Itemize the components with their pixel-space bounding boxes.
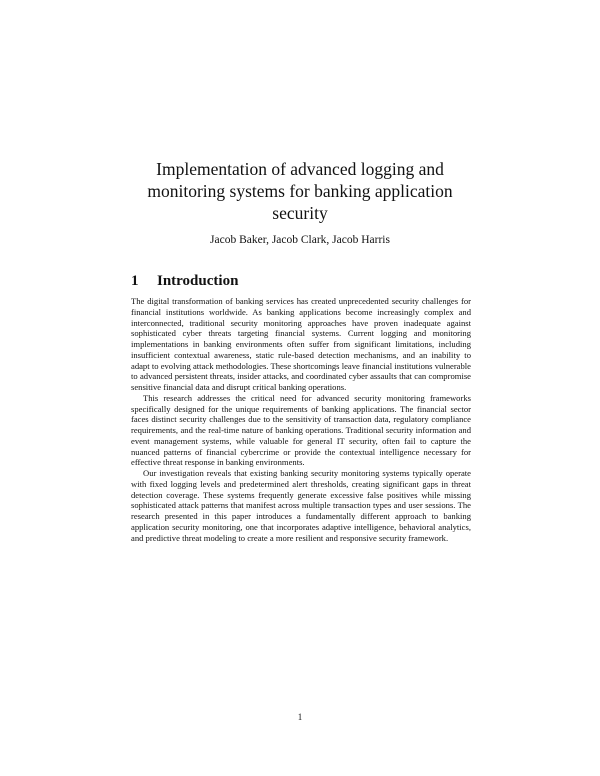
paragraph: Our investigation reveals that existing banking security monitoring systems typically operate with fixed logging levels and predetermined alert thresholds, creating significant gaps in threat detection coverage. These systems frequently generate excessive false positives while missing sophisticated attack patterns that manifest across multiple transaction types and user sessions. The research presented in this paper introduces a fundamentally different approach to banking application security monitoring, one that incorporates adaptive intelligence, behavioral analytics, and predictive threat modeling to create a more resilient and responsive security framework. [131, 468, 471, 543]
section-heading-introduction [131, 272, 238, 290]
paragraph: This research addresses the critical need for advanced security monitoring frameworks specifically designed for the unique requirements of banking applications. The financial sector faces distinct security challenges due to the sensitivity of transaction data, regulatory compliance requirements, and the real-time nature of banking operations. Traditional security information and event management systems, while valuable for general IT security, often fail to capture the nuanced patterns of financial cybercrime or provide the contextual intelligence necessary for effective threat response in banking environments. [131, 392, 471, 468]
section-number: 1 [131, 273, 139, 289]
section-body-introduction [131, 296, 471, 543]
paper-authors: Jacob Baker, Jacob Clark, Jacob Harris [210, 234, 390, 246]
section-title: Introduction [157, 273, 239, 289]
paragraph: The digital transformation of banking services has created unprecedented security challenges for financial institutions worldwide. As banking applications become increasingly complex and interconnected, traditional security monitoring approaches have proven inadequate against sophisticated cyber threats targeting financial systems. Current logging and monitoring implementations in banking environments often suffer from significant limitations, including insufficient contextual awareness, static rule-based detection mechanisms, and an inability to adapt to evolving attack methodologies. These shortcomings leave financial institutions vulnerable to advanced persistent threats, insider attacks, and coordinated cyber assaults that can compromise sensitive financial data and disrupt critical banking operations. [131, 296, 471, 392]
paper-title: Implementation of advanced logging and monitoring systems for banking application security [147, 159, 453, 223]
page-number: 1 [297, 712, 303, 722]
